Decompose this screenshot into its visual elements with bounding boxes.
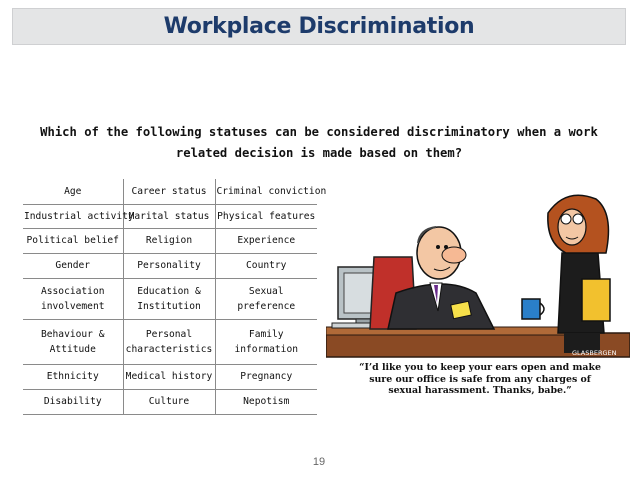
table-row (23, 319, 317, 364)
table-cell: Personality (123, 253, 215, 278)
table-row (23, 179, 317, 204)
table-cell: Political belief (23, 228, 123, 253)
table-cell: Career status (123, 179, 215, 204)
table-cell: Association involvement (23, 278, 123, 319)
table-cell: Industrial activity (23, 204, 123, 228)
table-cell: Sexual preference (215, 278, 317, 319)
title-bar (12, 8, 626, 45)
caption-line: sure our office is safe from any charges of (369, 373, 591, 385)
table-cell: Country (215, 253, 317, 278)
table-row (23, 253, 317, 278)
caption-line: “I’d like you to keep your ears open and make (359, 362, 601, 373)
table-row (23, 228, 317, 253)
table-cell: Criminal conviction (215, 179, 317, 204)
table-cell: Nepotism (215, 389, 317, 414)
question-text: Which of the following statuses can be considered discriminatory when a work related decision is made based on them? (40, 125, 598, 160)
table-cell: Culture (123, 389, 215, 414)
cartoon-signature: GLASBERGEN (572, 349, 617, 357)
caption-line: sexual harassment. Thanks, babe.” (388, 385, 572, 396)
table-row (23, 389, 317, 414)
table-cell: Experience (215, 228, 317, 253)
table-cell: Religion (123, 228, 215, 253)
table-cell: Family information (215, 319, 317, 364)
table-cell: Marital status (123, 204, 215, 228)
folder (582, 279, 610, 321)
table-cell: Ethnicity (23, 364, 123, 389)
table-cell: Gender (23, 253, 123, 278)
statuses-table (23, 179, 327, 415)
table-row (23, 204, 317, 228)
slide-title: Workplace Discrimination (163, 14, 475, 39)
table-cell: Disability (23, 389, 123, 414)
table-cell: Medical history (123, 364, 215, 389)
table-cell: Behaviour & Attitude (23, 319, 123, 364)
table-cell: Personal characteristics (123, 319, 215, 364)
table-cell: Education & Institution (123, 278, 215, 319)
table-cell: Physical features (215, 204, 317, 228)
page-number: 19 (312, 456, 326, 468)
table-row (23, 278, 317, 319)
table-cell: Age (23, 179, 123, 204)
table-row (23, 364, 317, 389)
table-cell: Pregnancy (215, 364, 317, 389)
cartoon-caption (330, 362, 630, 397)
mug (522, 299, 540, 319)
